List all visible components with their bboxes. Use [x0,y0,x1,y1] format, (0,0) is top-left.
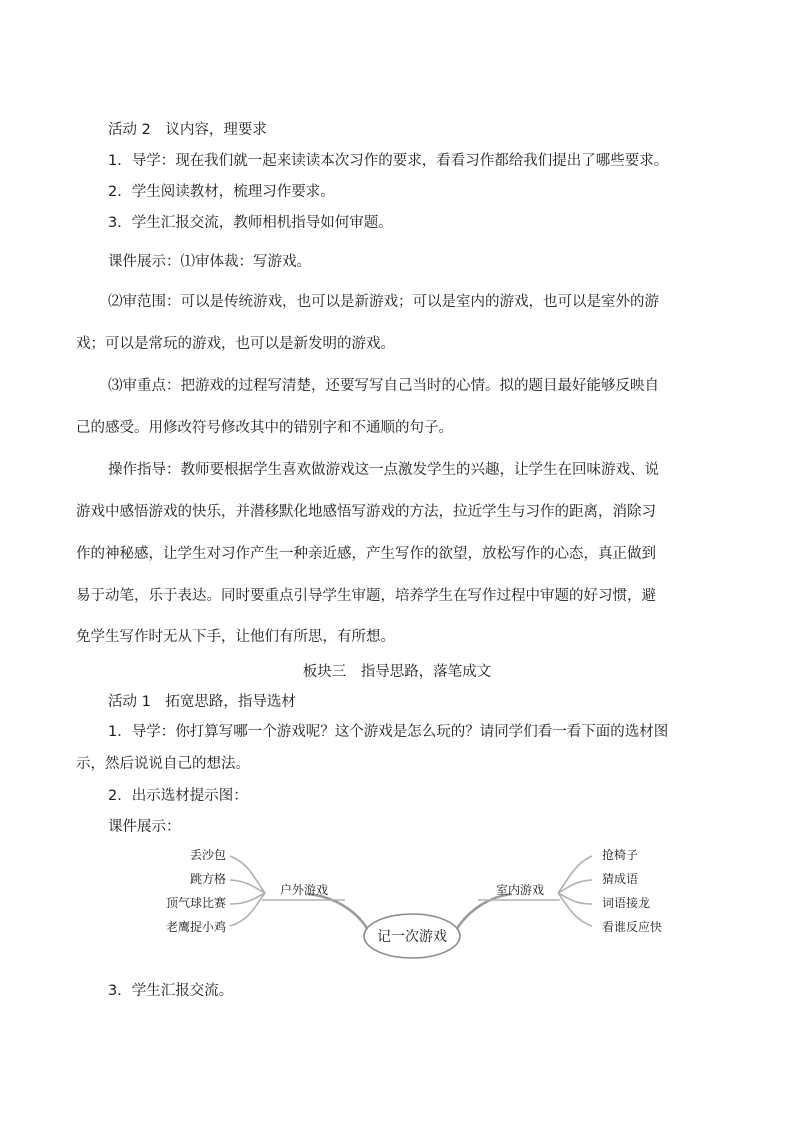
outdoor-item-1: 丢沙包 [189,848,226,862]
lead-line-1: 1．导学：你打算写哪一个游戏呢？这个游戏是怎么玩的？请同学们看一看下面的选材图 [108,724,669,740]
section-heading: 板块三 指导思路，落笔成文 [302,664,492,680]
indoor-category-label: 室内游戏 [495,883,545,897]
activity2-title: 活动 2 议内容，理要求 [108,122,267,138]
guide-line-3: 作的神秘感，让学生对习作产生一种亲近感，产生写作的欲望，放松写作的心态，真正做到 [76,546,656,562]
show-map-line: 2．出示选材提示图： [108,788,248,804]
guide-line-5: 免学生写作时无从下手，让他们有所思，有所想。 [76,629,395,645]
branch-outdoor-3 [230,893,265,904]
report-line: 3．学生汇报交流。 [108,983,234,999]
branch-outdoor-1 [230,856,265,893]
indoor-item-2: 猜成语 [602,872,639,886]
outdoor-item-4: 老鹰捉小鸡 [165,920,226,934]
branch-indoor-4 [558,893,592,926]
step-1: 1．导学：现在我们就一起来读读本次习作的要求，看看习作都给我们提出了哪些要求。 [108,153,669,169]
step-2: 2．学生阅读教材，梳理习作要求。 [108,184,335,200]
outdoor-item-2: 跳方格 [189,872,226,886]
focus-line-2: 己的感受。用修改符号修改其中的错别字和不通顺的句子。 [76,420,453,436]
focus-line-1: ⑶审重点：把游戏的过程写清楚，还要写写自己当时的心情。拟的题目最好能够反映自 [108,378,659,394]
guide-line-4: 易于动笔，乐于表达。同时要重点引导学生审题，培养学生在写作过程中审题的好习惯，避 [76,588,656,604]
indoor-item-1: 抢椅子 [602,848,639,862]
activity1-title: 活动 1 拓宽思路，指导选材 [108,694,296,710]
guide-line-1: 操作指导：教师要根据学生喜欢做游戏这一点激发学生的兴趣，让学生在回味游戏、说 [108,462,659,478]
outdoor-category-label: 户外游戏 [279,883,329,897]
scope-line-1: ⑵审范围：可以是传统游戏，也可以是新游戏；可以是室内的游戏，也可以是室外的游 [108,294,659,310]
guide-line-2: 游戏中感悟游戏的快乐，并潜移默化地感悟写游戏的方法，拉近学生与习作的距离，消除习 [76,504,656,520]
step-3: 3．学生汇报交流，教师相机指导如何审题。 [108,215,393,231]
branch-indoor-1 [558,856,592,893]
courseware-display-1: 课件展示：⑴审体裁：写游戏。 [108,254,311,270]
center-topic-label: 记一次游戏 [377,929,447,945]
indoor-item-4: 看谁反应快 [602,920,663,934]
topic-mind-map [140,838,680,968]
lead-line-2: 示，然后说说自己的想法。 [76,756,250,772]
branch-outdoor-4 [230,893,265,926]
scope-line-2: 戏；可以是常玩的游戏，也可以是新发明的游戏。 [76,336,395,352]
indoor-item-3: 词语接龙 [602,896,651,910]
courseware-display-2: 课件展示： [108,819,181,835]
branch-indoor-3 [558,893,592,904]
outdoor-item-3: 顶气球比赛 [165,896,226,910]
